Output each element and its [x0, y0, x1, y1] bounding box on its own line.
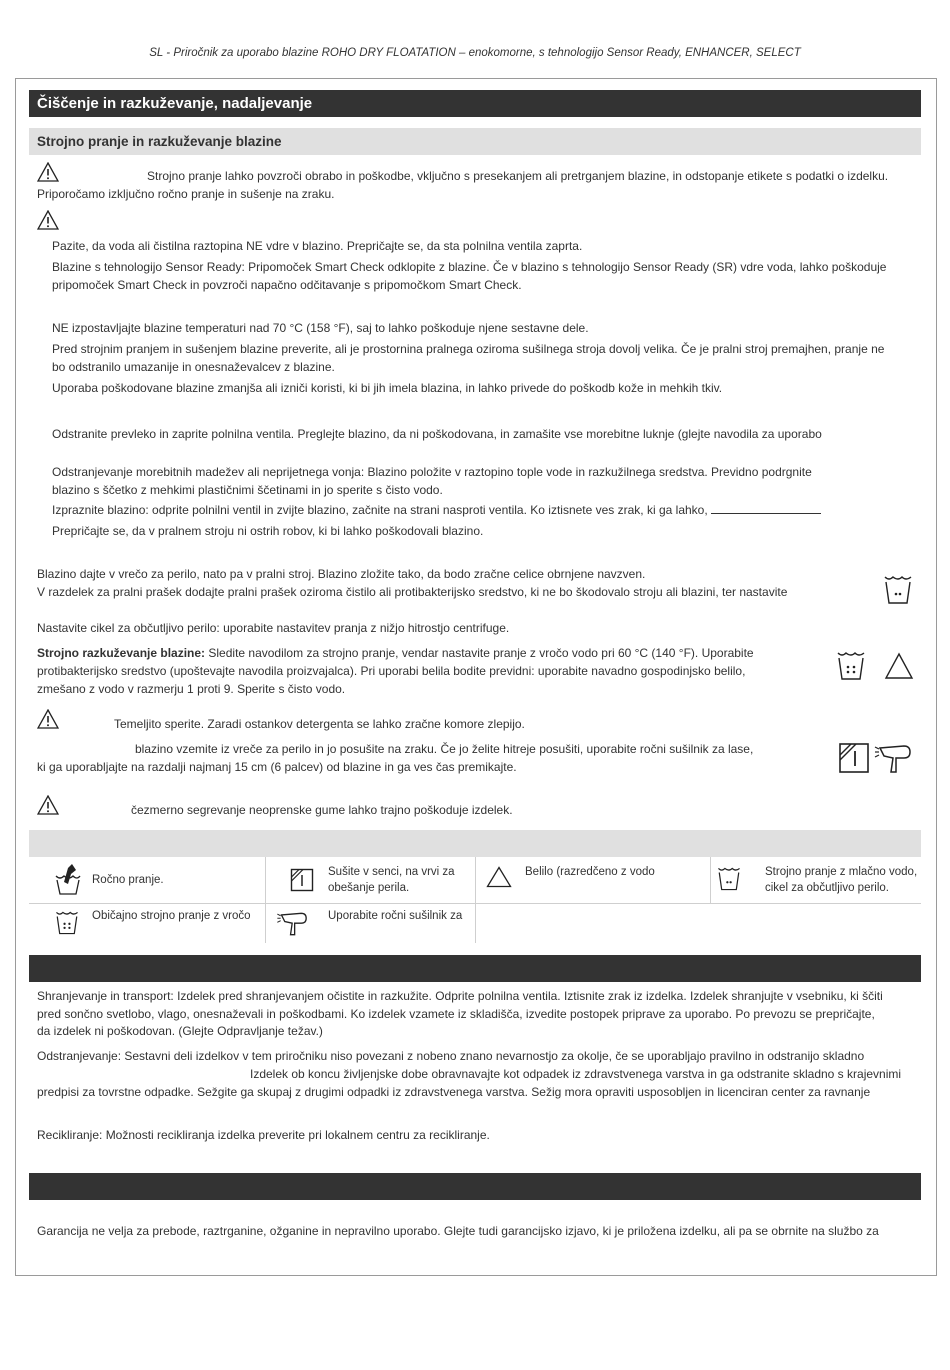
- disposal-text: Izdelek ob koncu življenjske dobe obravnavajte kot odpadek iz zdravstvenega varstva in ga odstranite skladno s krajevnimi: [250, 1067, 902, 1081]
- step-text: Odstranjevanje morebitnih madežev ali neprijetnega vonja: Blazino položite v raztopino tople vode in razkužilnega sredstva. Previdno podrgnite: [52, 465, 812, 479]
- storage-text: Shranjevanje in transport: Izdelek pred shranjevanjem očistite in razkužite. Odprite polnilna ventila. Iztisnite zrak iz izdelka. Izdelek shranjujte v vsebniku, ki ščiti: [37, 989, 883, 1003]
- caution-text: Pred strojnim pranjem in sušenjem blazine preverite, ali je prostornina pralnega oziroma sušilnega stroja dovolj velika. Če je pralni stroj premajhen, pranje ne: [52, 342, 885, 356]
- bleach-icon: [486, 866, 512, 888]
- bleach-icon: [884, 652, 914, 680]
- symbol-label: Belilo (razredčeno z vodo: [525, 866, 655, 878]
- warning-text: Priporočamo izključno ročno pranje in sušenje na zraku.: [37, 187, 335, 201]
- symbols-table-header: [29, 830, 921, 857]
- step-text: protibakterijsko sredstvo (upoštevajte navodila proizvajalca). Pri uporabi belila bodite previdni: uporabite navadno gospodinjsko belilo,: [37, 664, 746, 678]
- warning-icon: [37, 795, 59, 815]
- symbol-label: Običajno strojno pranje z vročo: [92, 910, 251, 922]
- storage-text: pred sončno svetlobo, vlago, onesnaževali in poškodbami. Ko izdelek vzamete iz skladišča, izvedite postopek priprave za uporabo. Po prevozu se prepričajte,: [37, 1007, 875, 1021]
- step-text: Nastavite cikel za občutljivo perilo: uporabite nastavitev pranja z nižjo hitrostjo centrifuge.: [37, 621, 510, 635]
- step-text: [52, 501, 821, 519]
- machine-wash-icon: [716, 866, 742, 892]
- caution-text: pripomoček Smart Check in povzroči napačno odčitavanje s pripomočkom Smart Check.: [52, 278, 522, 292]
- caution-text: bo odstranilo umazanije in onesnaževalcev z blazine.: [52, 360, 335, 374]
- step-text-content: Sledite navodilom za strojno pranje, vendar nastavite pranje z vročo vodo pri 60 °C (140 °F). Uporabite: [205, 646, 754, 660]
- symbol-label: cikel za občutljivo perilo.: [765, 882, 890, 894]
- machine-wash-icon: [883, 574, 913, 606]
- shade-dry-icon: [290, 868, 314, 892]
- warranty-section-bar: [29, 1173, 921, 1200]
- section-title: Čiščenje in razkuževanje, nadaljevanje: [29, 90, 921, 117]
- hot-wash-icon: [54, 910, 80, 936]
- table-divider: [265, 857, 266, 943]
- caution-text: NE izpostavljajte blazine temperaturi nad 70 °C (158 °F), saj to lahko poškoduje njene sestavne dele.: [52, 321, 589, 335]
- step-text-content: Izpraznite blazino: odprite polnilni ventil in zvijte blazino, začnite na strani nasproti ventila. Ko iztisnete ves zrak, ki ga lahko,: [52, 503, 708, 517]
- disposal-text: predpisi za tovrstne odpadke. Sežgite ga skupaj z drugimi odpadki iz zdravstvenega varstva. Sežig mora opraviti usposobljen in licenciran center za ravnanje: [37, 1085, 871, 1099]
- warning-icon: [37, 210, 59, 230]
- warning-icon: [37, 709, 59, 729]
- blank-line: [711, 502, 821, 514]
- shade-dry-icon: [838, 742, 870, 774]
- recycling-text: Recikliranje: Možnosti recikliranja izdelka preverite pri lokalnem centru za recikliranje.: [37, 1128, 490, 1142]
- step-text: Temeljito sperite. Zaradi ostankov detergenta se lahko zračne komore zlepijo.: [114, 717, 525, 731]
- step-text: blazino vzemite iz vreče za perilo in jo posušite na zraku. Če jo želite hitreje posušiti, uporabite ročni sušilnik za lase,: [135, 742, 754, 756]
- disposal-text: Odstranjevanje: Sestavni deli izdelkov v tem priročniku niso povezani z nobeno znano nevarnostjo za okolje, če se uporabljajo pravilno in odstranijo skladno: [37, 1049, 865, 1063]
- hot-wash-icon: [835, 650, 867, 682]
- table-divider: [475, 857, 476, 943]
- step-text: Blazino dajte v vrečo za perilo, nato pa v pralni stroj. Blazino zložite tako, da bodo zračne celice obrnjene navzven.: [37, 567, 646, 581]
- step-text: [37, 644, 754, 662]
- hair-dryer-icon: [874, 742, 914, 776]
- step-text: Odstranite prevleko in zaprite polnilna ventila. Preglejte blazino, da ni poškodovana, in zamašite vse morebitne luknje (glejte navodila za uporabo: [52, 427, 822, 441]
- symbol-label: Strojno pranje z mlačno vodo,: [765, 866, 918, 878]
- step-text: blazino s ščetko z mehkimi plastičnimi ščetinami in jo sperite s čisto vodo.: [52, 483, 443, 497]
- hand-wash-icon: [54, 862, 82, 896]
- storage-section-bar: [29, 955, 921, 982]
- page-header: SL - Priročnik za uporabo blazine ROHO DRY FLOATATION – enokomorne, s tehnologijo Sensor Ready, ENHANCER, SELECT: [149, 47, 801, 59]
- step-text: zmešano z vodo v razmerju 1 proti 9. Sperite s čisto vodo.: [37, 682, 346, 696]
- hair-dryer-icon: [276, 910, 310, 938]
- caution-text: Pazite, da voda ali čistilna raztopina NE vdre v blazino. Prepričajte se, da sta polnilna ventila zaprta.: [52, 239, 583, 253]
- warranty-text: Garancija ne velja za prebode, raztrganine, ožganine in nepravilno uporabo. Glejte tudi garancijsko izjavo, ki je priložena izdelku, ali pa se obrnite na službo za: [37, 1224, 879, 1238]
- symbol-label: obešanje perila.: [328, 882, 410, 894]
- step-bold-label: Strojno razkuževanje blazine:: [37, 646, 206, 660]
- step-text: V razdelek za pralni prašek dodajte pralni prašek oziroma čistilo ali protibakterijsko sredstvo, ki ne bo škodovalo stroju ali blazini, ter nastavite: [37, 585, 788, 599]
- step-text: Prepričajte se, da v pralnem stroju ni ostrih robov, ki bi lahko poškodovali blazino.: [52, 524, 484, 538]
- symbol-label: Sušite v senci, na vrvi za: [328, 866, 455, 878]
- symbol-label: Ročno pranje.: [92, 874, 164, 886]
- table-divider: [710, 857, 711, 903]
- storage-text: da izdelek ni poškodovan. (Glejte Odpravljanje težav.): [37, 1024, 323, 1038]
- step-text: ki ga uporabljajte na razdalji najmanj 15 cm (6 palcev) od blazine in ga ves čas premikajte.: [37, 760, 517, 774]
- caution-text: Uporaba poškodovane blazine zmanjša ali izniči koristi, ki bi jih imela blazina, in lahko privede do poškodb kože in mehkih tkiv.: [52, 381, 723, 395]
- caution-text: Blazine s tehnologijo Sensor Ready: Pripomoček Smart Check odklopite z blazine. Če v blazino s tehnologijo Sensor Ready (SR) vdre voda, lahko poškoduje: [52, 260, 887, 274]
- symbol-label: Uporabite ročni sušilnik za: [328, 910, 463, 922]
- warning-icon: [37, 162, 59, 182]
- subsection-title: Strojno pranje in razkuževanje blazine: [29, 128, 921, 155]
- warning-text: Strojno pranje lahko povzroči obrabo in poškodbe, vključno s presekanjem ali pretrganjem blazine, in odstopanje etikete s podatki o izdelku.: [147, 169, 889, 183]
- step-text: čezmerno segrevanje neoprenske gume lahko trajno poškoduje izdelek.: [131, 803, 513, 817]
